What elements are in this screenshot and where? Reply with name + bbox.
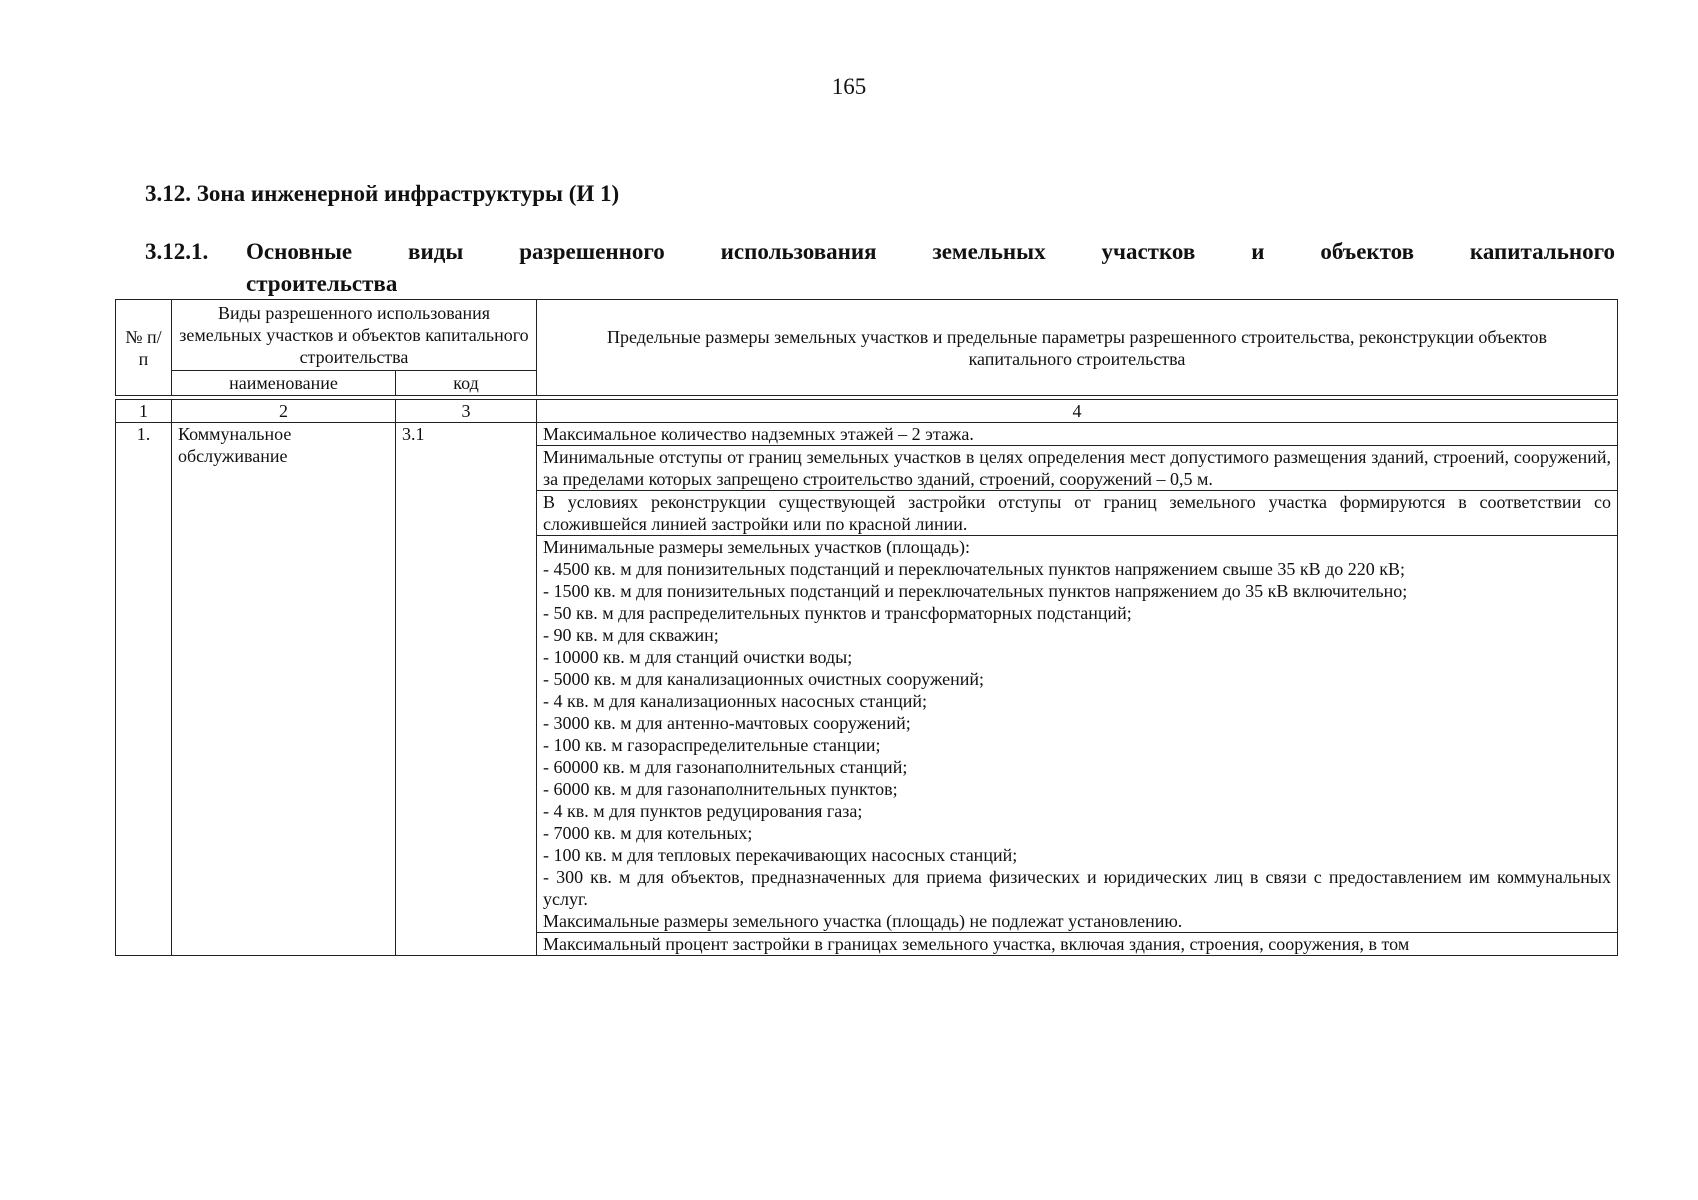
column-number-3: 3 bbox=[396, 400, 537, 423]
sizes-item: - 90 кв. м для скважин; bbox=[543, 625, 719, 645]
header-num: № п/п bbox=[116, 300, 172, 396]
sizes-item: - 4500 кв. м для понизительных подстанций и переключательных пунктов напряжением свыше 35 кВ до 220 кВ; bbox=[543, 559, 1406, 579]
param-coverage: Максимальный процент застройки в границах земельного участка, включая здания, строения, сооружения, в том bbox=[537, 933, 1618, 956]
sizes-max: Максимальные размеры земельного участка (площадь) не подлежат установлению. bbox=[543, 911, 1183, 931]
header-name: наименование bbox=[172, 371, 396, 396]
column-number-1: 1 bbox=[116, 400, 172, 423]
header-types: Виды разрешенного использования земельных участков и объектов капитального строительства bbox=[172, 300, 537, 371]
sizes-title: Минимальные размеры земельных участков (площадь): bbox=[543, 537, 970, 557]
subsection-heading bbox=[145, 237, 1615, 296]
table-row bbox=[116, 423, 1618, 446]
sizes-item: - 5000 кв. м для канализационных очистных сооружений; bbox=[543, 669, 985, 689]
sizes-item: - 1500 кв. м для понизительных подстанций и переключательных пунктов напряжением до 35 кВ включительно; bbox=[543, 581, 1408, 601]
sizes-item: - 4 кв. м для канализационных насосных станций; bbox=[543, 691, 928, 711]
header-code: код bbox=[396, 371, 537, 396]
table-header-row bbox=[116, 300, 1618, 371]
sizes-item: - 10000 кв. м для станций очистки воды; bbox=[543, 647, 853, 667]
page-number: 165 bbox=[831, 74, 867, 99]
sizes-item: - 3000 кв. м для антенно-мачтовых сооружений; bbox=[543, 713, 911, 733]
header-params: Предельные размеры земельных участков и предельные параметры разрешенного строительства, реконструкции объектов капитального строительства bbox=[537, 300, 1618, 396]
param-reconstruction: В условиях реконструкции существующей застройки отступы от границ земельного участка формируются в соответствии со сложившейся линией застройки или по красной линии. bbox=[537, 491, 1618, 536]
sizes-item: - 50 кв. м для распределительных пунктов и трансформаторных подстанций; bbox=[543, 603, 1132, 623]
row-name: Коммунальное обслуживание bbox=[172, 423, 396, 956]
section-heading: 3.12. Зона инженерной инфраструктуры (И 1) bbox=[145, 181, 620, 206]
land-use-table bbox=[115, 299, 1618, 956]
subsection-title-line2: строительства bbox=[246, 271, 398, 296]
column-number-row bbox=[116, 400, 1618, 423]
sizes-item: - 100 кв. м газораспределительные станции; bbox=[543, 735, 881, 755]
sizes-item: - 4 кв. м для пунктов редуцирования газа; bbox=[543, 801, 863, 821]
sizes-item: - 6000 кв. м для газонаполнительных пунктов; bbox=[543, 779, 898, 799]
param-setbacks: Минимальные отступы от границ земельных участков в целях определения мест допустимого размещения зданий, строений, сооружений, за пределами которых запрещено строительство зданий, строений, сооружений – 0,5 м. bbox=[537, 446, 1618, 491]
sizes-item: - 60000 кв. м для газонаполнительных станций; bbox=[543, 757, 908, 777]
row-num: 1. bbox=[116, 423, 172, 956]
sizes-item: - 100 кв. м для тепловых перекачивающих насосных станций; bbox=[543, 845, 1018, 865]
subsection-number: 3.12.1. bbox=[145, 239, 209, 264]
sizes-item: - 300 кв. м для объектов, предназначенных для приема физических и юридических лиц в связи с предоставлением им коммунальных услуг. bbox=[543, 867, 1611, 909]
column-number-2: 2 bbox=[172, 400, 396, 423]
row-code: 3.1 bbox=[396, 423, 537, 956]
sizes-item: - 7000 кв. м для котельных; bbox=[543, 823, 753, 843]
subsection-title-line1: Основные виды разрешенного использования земельных участков и объектов капитального bbox=[246, 239, 1615, 264]
column-number-4: 4 bbox=[537, 400, 1618, 423]
param-floors: Максимальное количество надземных этажей – 2 этажа. bbox=[537, 423, 1618, 446]
param-sizes bbox=[537, 536, 1618, 933]
